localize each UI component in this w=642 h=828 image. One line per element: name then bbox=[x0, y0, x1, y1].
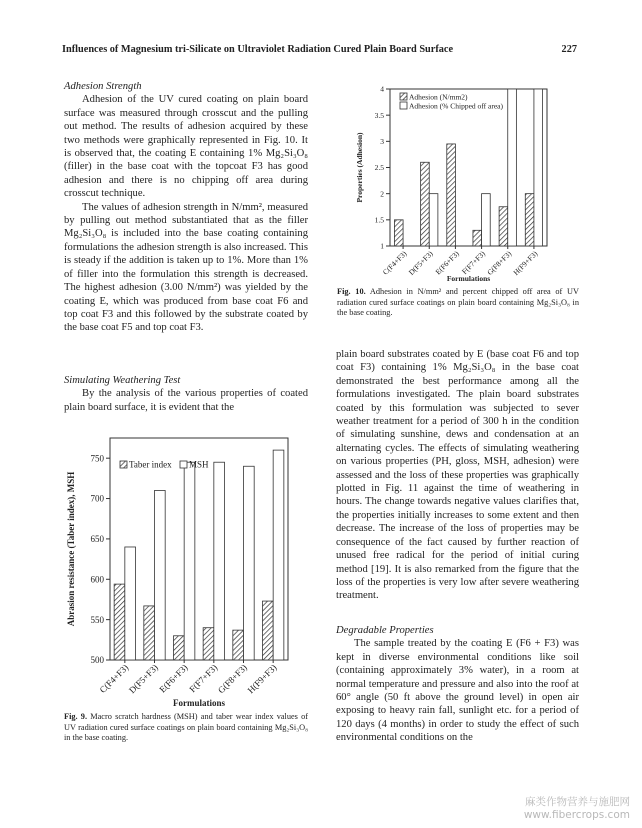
x-category-label: C(F4+F3) bbox=[380, 249, 409, 277]
figure-10-chart bbox=[338, 80, 583, 285]
figure-10-caption bbox=[337, 287, 579, 319]
y-axis-label: Properties (Adhesion) bbox=[355, 132, 364, 203]
x-axis-label: Formulations bbox=[446, 274, 491, 283]
y-tick-label: 700 bbox=[90, 493, 104, 504]
bar-series2 bbox=[155, 490, 166, 660]
y-tick-label: 500 bbox=[90, 655, 104, 666]
figure-9-caption bbox=[64, 712, 308, 744]
figure-9-label: Fig. 9. bbox=[64, 712, 88, 721]
legend-label: MSH bbox=[189, 459, 209, 470]
legend-swatch bbox=[400, 93, 407, 100]
x-category-label: G(F8+F3) bbox=[215, 662, 249, 696]
header-title: Influences of Magnesium tri-Silicate on Ultraviolet Radiation Cured Plain Board Surface bbox=[62, 44, 454, 55]
figure-9-chart bbox=[62, 430, 312, 712]
x-axis-label: Formulations bbox=[172, 698, 226, 708]
bar-series2 bbox=[508, 89, 517, 246]
bar-series2 bbox=[244, 466, 255, 660]
section-heading-weathering: Simulating Weathering Test bbox=[64, 375, 181, 386]
x-category-label: E(F6+F3) bbox=[433, 249, 461, 277]
x-category-label: D(F5+F3) bbox=[406, 249, 435, 277]
bar-series1 bbox=[421, 162, 430, 246]
legend-label: Adhesion (% Chipped off area) bbox=[409, 101, 503, 111]
section-heading-adhesion: Adhesion Strength bbox=[64, 81, 142, 92]
legend-swatch bbox=[180, 461, 187, 468]
bar-series1 bbox=[114, 584, 125, 660]
y-tick-label: 2.5 bbox=[374, 163, 384, 173]
y-tick-label: 4 bbox=[380, 84, 384, 94]
bar-series1 bbox=[447, 144, 456, 246]
figure-10-label: Fig. 10. bbox=[337, 287, 366, 296]
y-tick-label: 550 bbox=[90, 614, 104, 625]
x-category-label: D(F5+F3) bbox=[126, 662, 160, 696]
plot-frame bbox=[390, 89, 547, 246]
figure-9-caption-text: Macro scratch hardness (MSH) and taber wear index values of UV radiation cured surface coatings on plain board containing Mg₂Si₃O₈ in the base coating. bbox=[64, 712, 309, 743]
bar-series1 bbox=[473, 230, 482, 246]
bar-series1 bbox=[525, 194, 534, 246]
bar-series1 bbox=[233, 630, 244, 660]
y-tick-label: 750 bbox=[90, 453, 104, 464]
paragraph: By the analysis of the various properties of coated plain board surface, it is evident that the bbox=[64, 388, 308, 413]
y-tick-label: 1.5 bbox=[374, 215, 384, 225]
x-category-label: F(F7+F3) bbox=[187, 662, 220, 695]
bar-series1 bbox=[144, 606, 155, 660]
paragraph: plain board substrates coated by E (base coat F6 and top coat F3) containing 1% Mg₂Si₃O₈ in the base coat demonstrated the best performance among all the formulations investigated. The plain board substrates coated by this formulation was subjected to sever weather treatment for a period of 300 h in the condition of simulating sunshine, dews and condensation at an alternating cycles. The effects of simulating weathering on various properties (PH, gloss, MSH, adhesion) were assessed and the loss of these properties was graphically plotted in Fig. 11 against the time of weathering in hours. The change towards negative values clarifies that, the properties initially increases to some extent and then decrease. The increase of the loss of properties may be consequence of the fact caused by further reaction of unused free radical for the period of initial curing method [19]. It is also remarked from the figure that the loss of the properties is very low after severe weathering treatment. bbox=[336, 349, 579, 602]
left-column-top bbox=[64, 80, 308, 335]
bar-series1 bbox=[203, 628, 214, 660]
x-category-label: F(F7+F3) bbox=[459, 249, 487, 277]
y-tick-label: 1 bbox=[380, 241, 384, 251]
paragraph: The sample treated by the coating E (F6 + F3) was kept in diverse environmental conditions like soil (containing approximately 3% water), in a room at normal temperature and pressure and also into the roof at 60° angle (50 ft above the ground level) in open air exposing to heavy rain fall, sunlight etc. for a period of 120 days (4 months) in order to study the effect of such environmental conditions on the bbox=[336, 638, 579, 744]
bar-series1 bbox=[394, 220, 403, 246]
paragraph: Adhesion of the UV cured coating on plain board surface was measured through crosscut and the pulling out method. The results of adhesion acquired by these two methods were graphically represented in Fig. 10. It is observed that, the coating E containing 1% Mg₂Si₃O₈ (filler) in the base coat with the topcoat F3 has good adhesion and there is no chipping off area during crosscut technique. bbox=[64, 94, 308, 200]
x-category-label: H(F9+F3) bbox=[511, 249, 540, 277]
plot-frame bbox=[110, 438, 288, 660]
section-heading-degradable: Degradable Properties bbox=[336, 625, 434, 636]
figure-10-caption-text: Adhesion in N/mm² and percent chipped off area of UV radiation cured surface coatings on plain board containing Mg₂Si₃O₈ in the base coating. bbox=[337, 287, 579, 318]
bar-series2 bbox=[214, 462, 225, 660]
y-tick-label: 650 bbox=[90, 534, 104, 545]
y-tick-label: 3.5 bbox=[374, 110, 384, 120]
y-tick-label: 2 bbox=[380, 189, 384, 199]
left-column-bottom bbox=[64, 374, 308, 414]
y-axis-label: Abrasion resistance (Taber index), MSH bbox=[66, 471, 76, 627]
y-tick-label: 3 bbox=[380, 136, 384, 146]
bar-series2 bbox=[125, 547, 136, 660]
right-column-bottom bbox=[336, 624, 579, 745]
x-category-label: G(F8+F3) bbox=[485, 249, 514, 277]
x-category-label: C(F4+F3) bbox=[97, 662, 131, 695]
legend-label: Taber index bbox=[129, 459, 172, 470]
legend-swatch bbox=[120, 461, 127, 468]
bar-series1 bbox=[173, 636, 184, 660]
page-number: 227 bbox=[561, 44, 577, 55]
watermark bbox=[524, 796, 630, 822]
bar-series2 bbox=[482, 194, 491, 246]
paragraph: The values of adhesion strength in N/mm², measured by pulling out method substantiated that as the filler Mg₂Si₃O₈ is included into the base coating containing formulations the adhesion strength is also increased. This is steady if the addition is taken up to 1%. More than 1% of filler into the formulation this strength is decreased. The highest adhesion (3.00 N/mm²) was yielded by the coating E, which was produced from base coat F6 and top coat F3 and this followed by the substrate coated by the base coat F5 and top coat F3. bbox=[64, 201, 308, 334]
bar-series2 bbox=[273, 450, 284, 660]
x-category-label: H(F9+F3) bbox=[245, 662, 279, 696]
bar-series2 bbox=[429, 194, 438, 246]
running-header bbox=[62, 44, 577, 55]
bar-series2 bbox=[184, 462, 195, 660]
legend-label: Adhesion (N/mm2) bbox=[409, 92, 468, 102]
legend-swatch bbox=[400, 102, 407, 109]
bar-series2 bbox=[534, 89, 543, 246]
y-tick-label: 600 bbox=[90, 574, 104, 585]
x-category-label: E(F6+F3) bbox=[157, 662, 190, 695]
watermark-line-2: www.fibercrops.com bbox=[523, 809, 630, 821]
watermark-line-1: 麻类作物营养与施肥网 bbox=[525, 796, 630, 808]
bar-series1 bbox=[499, 207, 508, 246]
bar-series1 bbox=[262, 601, 273, 660]
right-column-top bbox=[336, 348, 579, 603]
